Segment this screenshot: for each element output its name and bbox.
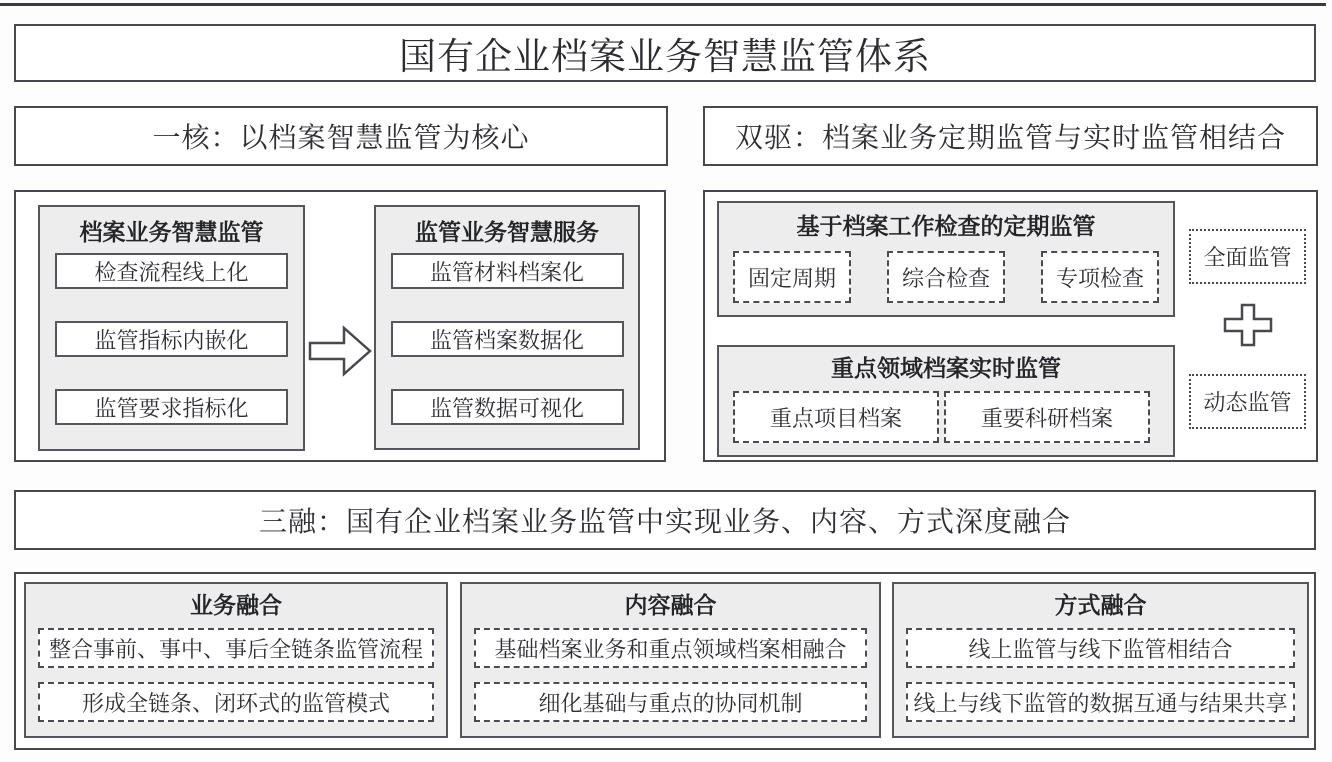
box-title: 监管业务智慧服务 — [415, 219, 599, 245]
top-border-line — [0, 3, 1326, 6]
core-header: 一核：以档案智慧监管为核心 — [14, 106, 668, 166]
comprehensive-supervision-box: 全面监管 — [1189, 229, 1306, 284]
fusion-container-box — [14, 572, 1316, 750]
list-item: 固定周期 — [733, 251, 851, 303]
list-item: 重要科研档案 — [944, 391, 1150, 443]
archive-business-supervision-box — [38, 205, 305, 451]
column-title: 方式融合 — [1054, 592, 1147, 618]
content-fusion-column — [460, 582, 881, 738]
core-content-box — [14, 190, 666, 462]
box-title: 重点领域档案实时监管 — [831, 355, 1061, 381]
realtime-supervision-box — [717, 345, 1175, 457]
list-item: 基础档案业务和重点领域档案相融合 — [474, 628, 867, 668]
plus-icon — [1223, 303, 1273, 347]
list-item: 监管指标内嵌化 — [55, 321, 288, 357]
box-title: 基于档案工作检查的定期监管 — [796, 213, 1096, 239]
list-item: 细化基础与重点的协同机制 — [474, 682, 867, 722]
business-fusion-column — [24, 582, 448, 738]
list-item: 线上监管与线下监管相结合 — [906, 628, 1295, 668]
arrow-right-icon — [308, 322, 372, 380]
list-item: 监管材料档案化 — [391, 253, 624, 289]
list-item: 线上与线下监管的数据互通与结果共享 — [906, 682, 1295, 722]
list-item: 检查流程线上化 — [55, 253, 288, 289]
list-item: 整合事前、事中、事后全链条监管流程 — [38, 628, 434, 668]
column-title: 内容融合 — [624, 592, 717, 618]
method-fusion-column — [892, 582, 1309, 738]
list-item: 监管要求指标化 — [55, 389, 288, 425]
periodic-supervision-box — [717, 201, 1175, 317]
column-title: 业务融合 — [190, 592, 282, 618]
list-item: 形成全链条、闭环式的监管模式 — [38, 682, 434, 722]
box-title: 档案业务智慧监管 — [79, 219, 264, 245]
dynamic-supervision-box: 动态监管 — [1189, 374, 1306, 429]
list-item: 综合检查 — [887, 251, 1005, 303]
list-item: 监管档案数据化 — [391, 321, 624, 357]
list-item: 重点项目档案 — [733, 391, 939, 443]
realtime-items-row — [719, 383, 1173, 443]
list-item: 专项检查 — [1041, 251, 1159, 303]
page-title: 国有企业档案业务智慧监管体系 — [14, 24, 1316, 82]
triple-header: 三融：国有企业档案业务监管中实现业务、内容、方式深度融合 — [14, 490, 1316, 550]
list-item: 监管数据可视化 — [391, 389, 624, 425]
supervision-smart-service-box — [374, 205, 640, 450]
dual-header: 双驱：档案业务定期监管与实时监管相结合 — [703, 106, 1318, 166]
periodic-items-row — [719, 241, 1173, 303]
dual-content-box — [703, 190, 1318, 462]
